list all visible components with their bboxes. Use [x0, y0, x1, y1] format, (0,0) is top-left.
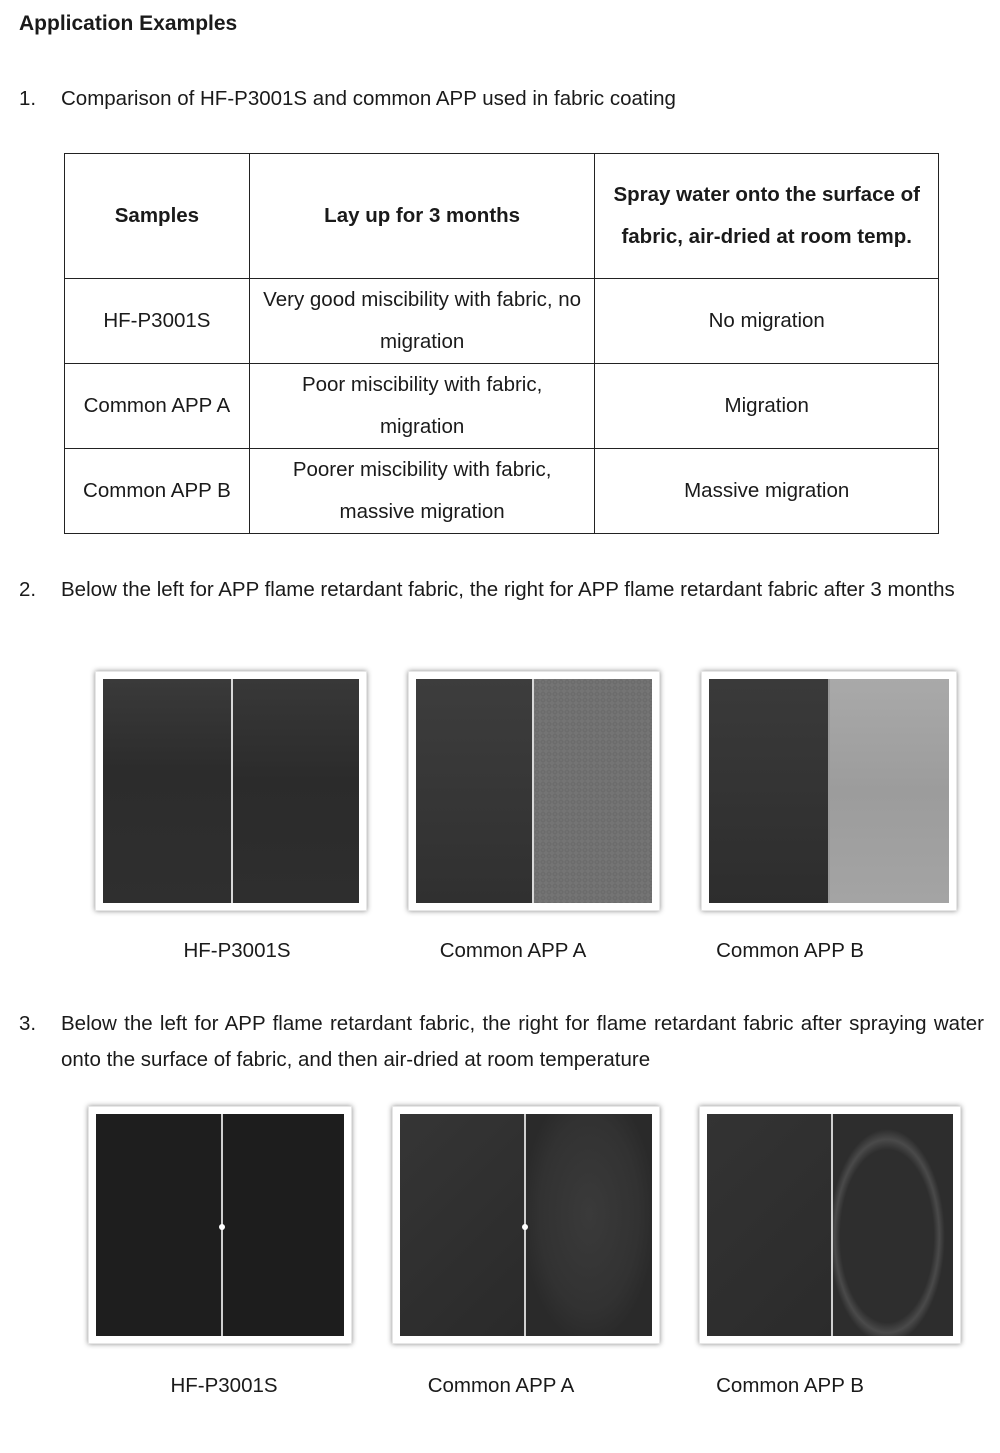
list-number: 1. [19, 87, 37, 110]
table-cell: Massive migration [595, 449, 939, 534]
list-item-2 [19, 572, 984, 644]
table-cell: Common APP A [65, 364, 250, 449]
figure-caption: Common APP B [716, 939, 864, 962]
figure-caption: HF-P3001S [183, 939, 291, 962]
table-cell: Common APP B [65, 449, 250, 534]
table-cell: Poorer miscibility with fabric, massive migration [249, 449, 595, 534]
table-cell: HF-P3001S [65, 279, 250, 364]
fabric-photo-hf-p3001s-3-months [95, 671, 367, 911]
fabric-photo-app-b-sprayed [699, 1106, 961, 1344]
comparison-table [64, 153, 939, 534]
table-row [65, 364, 939, 449]
table-cell: Migration [595, 364, 939, 449]
list-item-1 [19, 81, 979, 117]
table-cell: No migration [595, 279, 939, 364]
figure-caption: Common APP B [716, 1374, 864, 1397]
column-header-lay-up: Lay up for 3 months [249, 154, 595, 279]
list-text: Below the left for APP flame retardant fabric, the right for flame retardant fabric after spraying water onto the surface of fabric, and then air-dried at room temperature [61, 1012, 984, 1071]
figure-caption: Common APP A [427, 1374, 575, 1397]
list-item-3 [19, 1006, 984, 1078]
fabric-photo-app-a-3-months [408, 671, 660, 911]
figure-caption: Common APP A [439, 939, 587, 962]
table-row [65, 449, 939, 534]
figure-caption: HF-P3001S [170, 1374, 278, 1397]
list-text: Below the left for APP flame retardant fabric, the right for APP flame retardant fabric after 3 months [61, 578, 955, 601]
table-row [65, 279, 939, 364]
table-header-row [65, 154, 939, 279]
table-cell: Very good miscibility with fabric, no migration [249, 279, 595, 364]
list-number: 3. [19, 1012, 37, 1035]
fabric-photo-hf-p3001s-sprayed [88, 1106, 352, 1344]
column-header-samples: Samples [65, 154, 250, 279]
section-heading: Application Examples [19, 12, 238, 35]
fabric-photo-app-a-sprayed [392, 1106, 660, 1344]
fabric-photo-app-b-3-months [701, 671, 957, 911]
column-header-spray-water: Spray water onto the surface of fabric, air-dried at room temp. [595, 154, 939, 279]
list-number: 2. [19, 578, 37, 601]
table-cell: Poor miscibility with fabric, migration [249, 364, 595, 449]
list-text: Comparison of HF-P3001S and common APP used in fabric coating [61, 87, 676, 110]
